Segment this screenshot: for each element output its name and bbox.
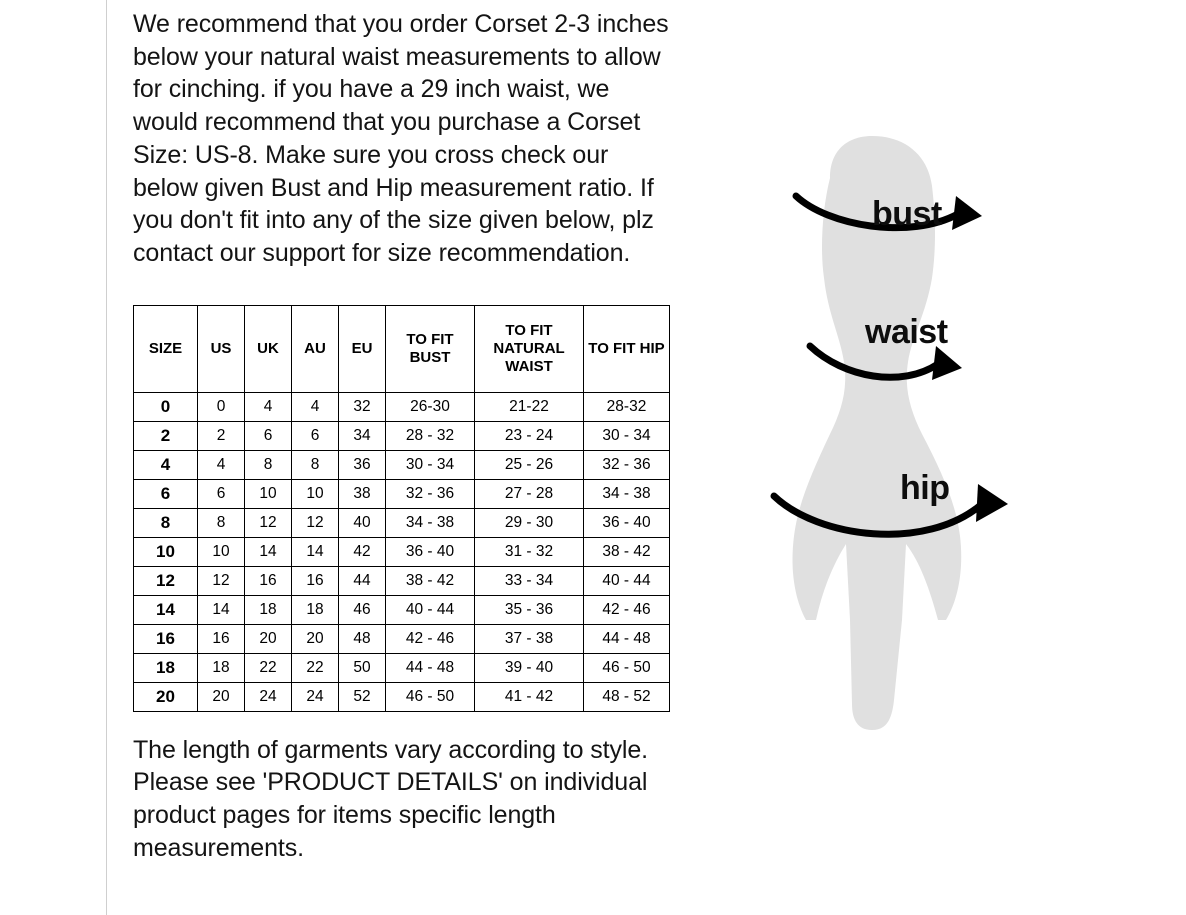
cell-hip: 42 - 46	[584, 595, 670, 624]
cell-us: 10	[198, 537, 245, 566]
cell-us: 2	[198, 421, 245, 450]
cell-uk: 20	[245, 624, 292, 653]
cell-au: 24	[292, 682, 339, 711]
column-header-bust: TO FIT BUST	[386, 305, 475, 392]
table-row	[134, 566, 670, 595]
cell-au: 14	[292, 537, 339, 566]
cell-au: 6	[292, 421, 339, 450]
cell-uk: 16	[245, 566, 292, 595]
cell-au: 12	[292, 508, 339, 537]
column-header-eu: EU	[339, 305, 386, 392]
cell-size: 18	[134, 653, 198, 682]
cell-us: 20	[198, 682, 245, 711]
cell-hip: 28-32	[584, 392, 670, 421]
table-header-row	[134, 305, 670, 392]
cell-size: 12	[134, 566, 198, 595]
figure-svg	[760, 100, 1140, 780]
cell-size: 8	[134, 508, 198, 537]
cell-bust: 28 - 32	[386, 421, 475, 450]
cell-eu: 42	[339, 537, 386, 566]
cell-us: 14	[198, 595, 245, 624]
column-header-au: AU	[292, 305, 339, 392]
cell-au: 22	[292, 653, 339, 682]
cell-us: 16	[198, 624, 245, 653]
cell-au: 18	[292, 595, 339, 624]
column-header-size: SIZE	[134, 305, 198, 392]
cell-eu: 32	[339, 392, 386, 421]
cell-eu: 52	[339, 682, 386, 711]
hip-arrow-head	[976, 484, 1008, 522]
cell-waist: 33 - 34	[475, 566, 584, 595]
intro-paragraph: We recommend that you order Corset 2-3 inches below your natural waist measurements to allow for cinching. if you have a 29 inch waist, we would recommend that you purchase a Corset Size: US-8. Make sure you cross check our below given Bust and Hip measurement ratio. If you don't fit into any of the size given below, plz contact our support for size recommendation.	[133, 10, 669, 267]
cell-size: 16	[134, 624, 198, 653]
cell-hip: 32 - 36	[584, 450, 670, 479]
text-and-table-column	[133, 0, 693, 889]
outro-paragraph: The length of garments vary according to style. Please see 'PRODUCT DETAILS' on individual product pages for items specific length measurements.	[133, 735, 649, 862]
cell-bust: 40 - 44	[386, 595, 475, 624]
cell-size: 20	[134, 682, 198, 711]
body-measurement-figure	[760, 100, 1140, 780]
cell-bust: 46 - 50	[386, 682, 475, 711]
cell-uk: 24	[245, 682, 292, 711]
cell-au: 4	[292, 392, 339, 421]
cell-bust: 34 - 38	[386, 508, 475, 537]
column-header-natural-waist: TO FIT NATURAL WAIST	[475, 305, 584, 392]
table-row	[134, 421, 670, 450]
cell-uk: 18	[245, 595, 292, 624]
cell-waist: 31 - 32	[475, 537, 584, 566]
cell-hip: 38 - 42	[584, 537, 670, 566]
cell-bust: 32 - 36	[386, 479, 475, 508]
table-row	[134, 479, 670, 508]
cell-eu: 44	[339, 566, 386, 595]
cell-eu: 46	[339, 595, 386, 624]
cell-au: 16	[292, 566, 339, 595]
table-body	[134, 392, 670, 711]
table-row	[134, 624, 670, 653]
cell-au: 20	[292, 624, 339, 653]
cell-waist: 21-22	[475, 392, 584, 421]
table-row	[134, 595, 670, 624]
cell-au: 8	[292, 450, 339, 479]
cell-uk: 22	[245, 653, 292, 682]
cell-bust: 26-30	[386, 392, 475, 421]
column-header-us: US	[198, 305, 245, 392]
cell-eu: 36	[339, 450, 386, 479]
hip-label: hip	[900, 469, 950, 507]
cell-hip: 46 - 50	[584, 653, 670, 682]
cell-uk: 14	[245, 537, 292, 566]
cell-eu: 38	[339, 479, 386, 508]
cell-size: 14	[134, 595, 198, 624]
cell-us: 8	[198, 508, 245, 537]
cell-eu: 48	[339, 624, 386, 653]
cell-waist: 37 - 38	[475, 624, 584, 653]
cell-bust: 30 - 34	[386, 450, 475, 479]
table-row	[134, 653, 670, 682]
cell-size: 10	[134, 537, 198, 566]
cell-uk: 12	[245, 508, 292, 537]
cell-uk: 8	[245, 450, 292, 479]
cell-us: 4	[198, 450, 245, 479]
table-row	[134, 450, 670, 479]
cell-size: 4	[134, 450, 198, 479]
page-left-divider	[106, 0, 107, 915]
cell-hip: 40 - 44	[584, 566, 670, 595]
cell-uk: 10	[245, 479, 292, 508]
cell-us: 12	[198, 566, 245, 595]
cell-waist: 25 - 26	[475, 450, 584, 479]
cell-waist: 23 - 24	[475, 421, 584, 450]
cell-bust: 36 - 40	[386, 537, 475, 566]
cell-hip: 48 - 52	[584, 682, 670, 711]
bust-arrow-head	[952, 196, 982, 230]
table-row	[134, 537, 670, 566]
cell-bust: 38 - 42	[386, 566, 475, 595]
cell-waist: 41 - 42	[475, 682, 584, 711]
table-row	[134, 392, 670, 421]
cell-size: 2	[134, 421, 198, 450]
cell-hip: 30 - 34	[584, 421, 670, 450]
cell-eu: 50	[339, 653, 386, 682]
cell-size: 0	[134, 392, 198, 421]
cell-waist: 27 - 28	[475, 479, 584, 508]
cell-waist: 29 - 30	[475, 508, 584, 537]
cell-size: 6	[134, 479, 198, 508]
cell-us: 18	[198, 653, 245, 682]
column-header-uk: UK	[245, 305, 292, 392]
cell-hip: 36 - 40	[584, 508, 670, 537]
table-row	[134, 682, 670, 711]
cell-uk: 4	[245, 392, 292, 421]
cell-hip: 34 - 38	[584, 479, 670, 508]
cell-eu: 34	[339, 421, 386, 450]
cell-bust: 42 - 46	[386, 624, 475, 653]
bust-label: bust	[872, 195, 942, 233]
cell-au: 10	[292, 479, 339, 508]
cell-eu: 40	[339, 508, 386, 537]
cell-waist: 39 - 40	[475, 653, 584, 682]
cell-us: 0	[198, 392, 245, 421]
table-row	[134, 508, 670, 537]
cell-us: 6	[198, 479, 245, 508]
cell-waist: 35 - 36	[475, 595, 584, 624]
size-chart-table	[133, 305, 670, 712]
cell-bust: 44 - 48	[386, 653, 475, 682]
column-header-hip: TO FIT HIP	[584, 305, 670, 392]
waist-label: waist	[865, 313, 948, 351]
cell-uk: 6	[245, 421, 292, 450]
cell-hip: 44 - 48	[584, 624, 670, 653]
